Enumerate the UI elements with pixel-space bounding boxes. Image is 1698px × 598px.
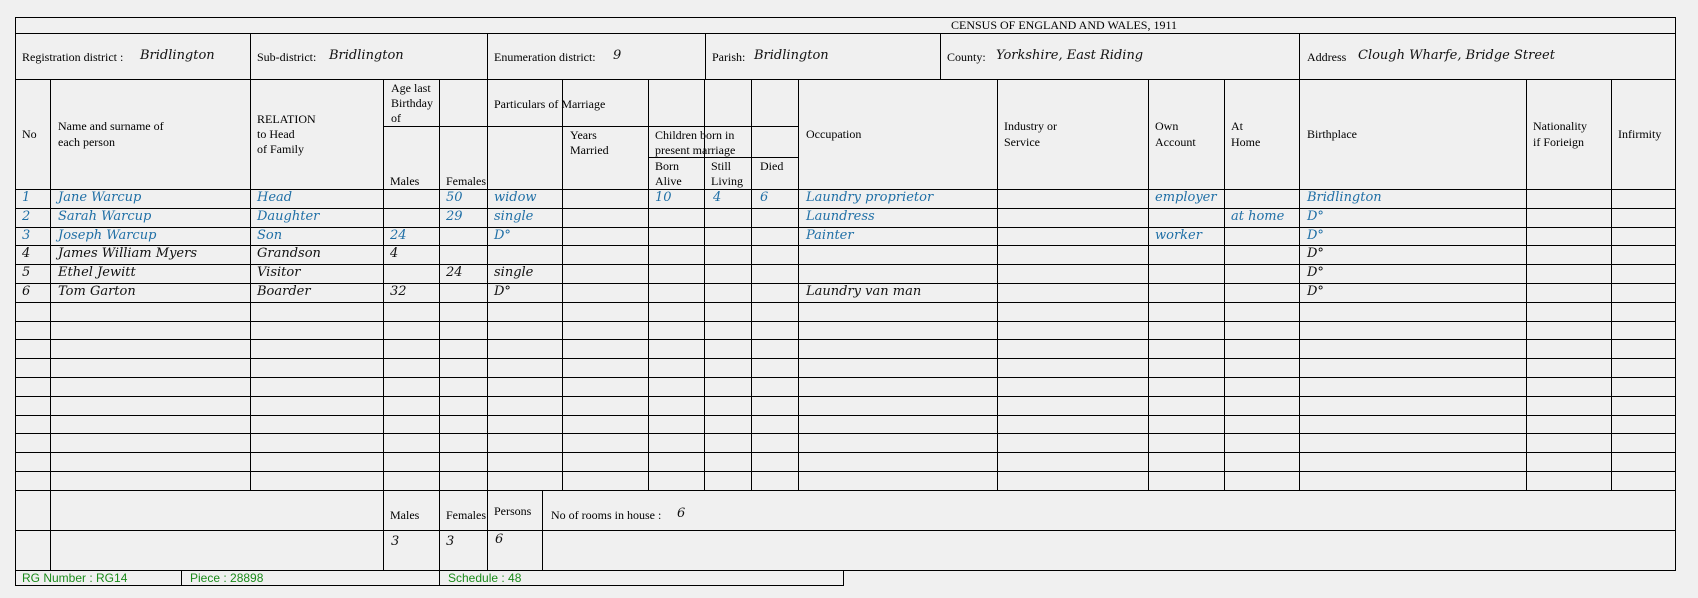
address-value: Clough Wharfe, Bridge Street	[1358, 48, 1555, 63]
col-children: present marriage	[655, 143, 736, 157]
row-no: 5	[22, 265, 31, 280]
row-no: 3	[22, 228, 31, 243]
col-males: Males	[390, 174, 420, 188]
rule-line	[50, 490, 51, 571]
row-no: 4	[22, 246, 31, 261]
col-nationality: if Forieign	[1533, 135, 1584, 149]
rooms-label: No of rooms in house :	[551, 508, 662, 522]
col-relation: to Head	[257, 127, 295, 141]
rule-line	[383, 490, 384, 571]
col-no: No	[22, 127, 37, 141]
row-marriage: D°	[494, 228, 511, 243]
row-males: 24	[390, 228, 407, 243]
rule-line	[997, 79, 998, 491]
county-value: Yorkshire, East Riding	[996, 48, 1144, 63]
rule-line	[648, 79, 649, 491]
rule-line	[15, 33, 1676, 34]
row-own-account: employer	[1155, 190, 1217, 205]
row-females: 50	[446, 190, 463, 205]
col-at-home: At	[1231, 119, 1243, 133]
rule-line	[250, 33, 251, 80]
rule-line	[542, 490, 543, 571]
rule-line	[487, 33, 488, 80]
county-label: County:	[947, 50, 986, 64]
col-relation: RELATION	[257, 112, 316, 126]
enumeration-value: 9	[613, 48, 622, 63]
rule-line	[15, 302, 1676, 303]
registration-value: Bridlington	[140, 48, 215, 63]
rule-line	[50, 79, 51, 491]
row-name: Sarah Warcup	[58, 209, 152, 224]
col-at-home: Home	[1231, 135, 1261, 149]
row-name: Joseph Warcup	[58, 228, 157, 243]
rule-line	[15, 471, 1676, 472]
rule-line	[181, 570, 182, 586]
row-birthplace: D°	[1307, 284, 1324, 299]
row-name: James William Myers	[58, 246, 197, 261]
rule-line	[15, 339, 1676, 340]
col-females: Females	[446, 174, 486, 188]
row-females: 24	[446, 265, 463, 280]
rule-line	[798, 79, 799, 491]
rule-line	[15, 321, 1676, 322]
totals-males-label: Males	[390, 508, 420, 522]
row-birthplace: Bridlington	[1307, 190, 1382, 205]
row-name: Jane Warcup	[58, 190, 142, 205]
row-occupation: Laundress	[806, 209, 875, 224]
row-birthplace: D°	[1307, 246, 1324, 261]
rg-number: RG Number : RG14	[22, 571, 128, 585]
col-age: of	[391, 111, 401, 125]
rule-line	[751, 79, 752, 491]
parish-value: Bridlington	[754, 48, 829, 63]
rule-line	[439, 490, 440, 571]
row-marriage: single	[494, 209, 534, 224]
col-born-alive: Alive	[655, 174, 682, 188]
page-title: CENSUS OF ENGLAND AND WALES, 1911	[951, 18, 1178, 32]
col-children: Children born in	[655, 128, 735, 142]
col-age: Birthday	[391, 96, 433, 110]
row-marriage: widow	[494, 190, 537, 205]
rule-line	[1611, 79, 1612, 491]
col-nationality: Nationality	[1533, 119, 1587, 133]
col-name: Name and surname of	[58, 119, 164, 133]
totals-persons-value: 6	[495, 532, 504, 547]
rule-line	[487, 126, 799, 127]
col-years-married: Years	[570, 128, 597, 142]
col-age: Age last	[391, 81, 431, 95]
row-at-home: at home	[1231, 209, 1285, 224]
row-males: 4	[390, 246, 399, 261]
col-still-living: Living	[711, 174, 743, 188]
col-industry: Service	[1004, 135, 1040, 149]
row-relation: Grandson	[257, 246, 321, 261]
rule-line	[1526, 79, 1527, 491]
rule-line	[383, 79, 384, 491]
row-marriage: single	[494, 265, 534, 280]
row-birthplace: D°	[1307, 228, 1324, 243]
col-industry: Industry or	[1004, 119, 1057, 133]
rule-line	[1675, 17, 1676, 571]
col-birthplace: Birthplace	[1307, 127, 1357, 141]
totals-persons-label: Persons	[494, 504, 532, 518]
rule-line	[705, 33, 706, 80]
rule-line	[15, 585, 844, 586]
parish-label: Parish:	[712, 50, 746, 64]
row-relation: Boarder	[257, 284, 311, 299]
rule-line	[15, 570, 844, 571]
rule-line	[15, 79, 1676, 80]
rule-line	[15, 530, 1676, 531]
col-own-account: Account	[1155, 135, 1196, 149]
row-relation: Visitor	[257, 265, 301, 280]
rooms-value: 6	[677, 506, 686, 521]
schedule-number: Schedule : 48	[448, 571, 522, 585]
rule-line	[487, 490, 488, 571]
row-died: 6	[760, 190, 769, 205]
totals-females-label: Females	[446, 508, 486, 522]
col-own-account: Own	[1155, 119, 1179, 133]
rule-line	[383, 126, 488, 127]
col-relation: of Family	[257, 142, 304, 156]
row-occupation: Laundry proprietor	[806, 190, 934, 205]
row-birthplace: D°	[1307, 265, 1324, 280]
rule-line	[15, 415, 1676, 416]
rule-line	[15, 17, 16, 571]
rule-line	[15, 396, 1676, 397]
col-marriage: Particulars of Marriage	[494, 97, 606, 111]
col-years-married: Married	[570, 143, 609, 157]
row-name: Ethel Jewitt	[58, 265, 136, 280]
totals-males-value: 3	[391, 534, 400, 549]
totals-females-value: 3	[446, 534, 455, 549]
col-died: Died	[760, 159, 784, 173]
rule-line	[1299, 79, 1300, 491]
rule-line	[15, 433, 1676, 434]
col-occupation: Occupation	[806, 127, 862, 141]
row-no: 6	[22, 284, 31, 299]
rule-line	[487, 79, 488, 491]
row-relation: Head	[257, 190, 293, 205]
enumeration-label: Enumeration district:	[494, 50, 596, 64]
row-females: 29	[446, 209, 463, 224]
rule-line	[439, 570, 440, 586]
row-no: 2	[22, 209, 31, 224]
rule-line	[1299, 33, 1300, 80]
row-relation: Daughter	[257, 209, 320, 224]
rule-line	[15, 377, 1676, 378]
row-relation: Son	[257, 228, 283, 243]
row-born-alive: 10	[655, 190, 672, 205]
row-still-living: 4	[713, 190, 722, 205]
registration-label: Registration district :	[22, 50, 124, 64]
rule-line	[439, 79, 440, 491]
row-birthplace: D°	[1307, 209, 1324, 224]
col-infirmity: Infirmity	[1618, 127, 1662, 141]
col-still-living: Still	[711, 159, 732, 173]
rule-line	[1224, 79, 1225, 491]
subdistrict-label: Sub-district:	[257, 50, 317, 64]
rule-line	[843, 570, 844, 586]
address-label: Address	[1307, 50, 1347, 64]
rule-line	[15, 17, 1676, 18]
rule-line	[15, 358, 1676, 359]
rule-line	[15, 490, 1676, 491]
rule-line	[15, 452, 1676, 453]
rule-line	[15, 570, 16, 586]
row-no: 1	[22, 190, 31, 205]
row-males: 32	[390, 284, 407, 299]
row-marriage: D°	[494, 284, 511, 299]
col-born-alive: Born	[655, 159, 679, 173]
col-name: each person	[58, 135, 115, 149]
piece-number: Piece : 28898	[190, 571, 264, 585]
rule-line	[1148, 79, 1149, 491]
row-occupation: Laundry van man	[806, 284, 922, 299]
row-occupation: Painter	[806, 228, 854, 243]
rule-line	[250, 79, 251, 491]
row-name: Tom Garton	[58, 284, 136, 299]
rule-line	[940, 33, 941, 80]
rule-line	[562, 79, 563, 491]
row-own-account: worker	[1155, 228, 1202, 243]
subdistrict-value: Bridlington	[329, 48, 404, 63]
